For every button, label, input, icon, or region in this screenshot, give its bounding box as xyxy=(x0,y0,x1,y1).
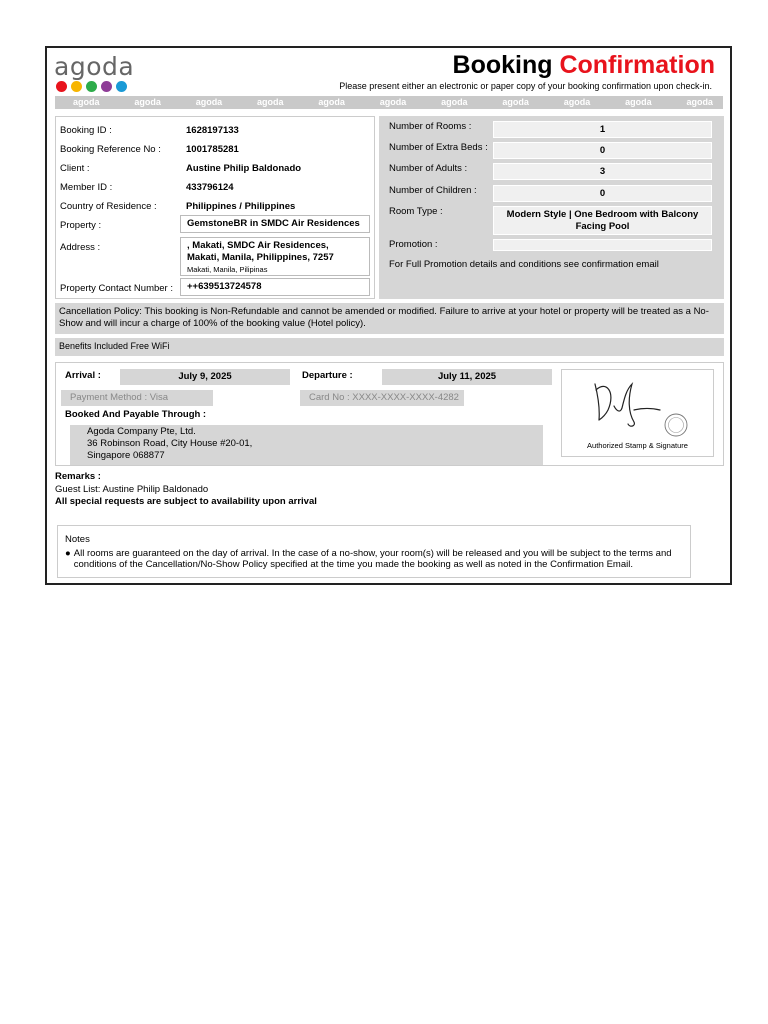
adults-label: Number of Adults : xyxy=(389,163,468,174)
agoda-bar-item: agoda xyxy=(318,97,345,107)
property-value: GemstoneBR in SMDC Air Residences xyxy=(180,215,370,233)
booking-confirmation-document xyxy=(45,46,732,585)
booking-id-label: Booking ID : xyxy=(60,125,112,136)
agoda-bar-item: agoda xyxy=(195,97,223,107)
agoda-bar-item: agoda xyxy=(73,97,100,107)
member-id-label: Member ID : xyxy=(60,182,113,193)
booked-through-label: Booked And Payable Through : xyxy=(65,409,207,420)
company-name: Agoda Company Pte, Ltd. xyxy=(87,426,196,437)
adults-value: 3 xyxy=(493,163,712,180)
address-small: Makati, Manila, Pilipinas xyxy=(187,265,268,274)
notes-title: Notes xyxy=(65,534,90,545)
agoda-bar-item: agoda xyxy=(379,97,407,107)
agoda-logo: agoda xyxy=(54,52,135,81)
departure-label: Departure : xyxy=(302,370,353,381)
arrival-label: Arrival : xyxy=(65,370,101,381)
agoda-bar-item: agoda xyxy=(625,97,652,107)
client-label: Client : xyxy=(60,163,90,174)
notes-box xyxy=(57,525,691,578)
room-type-value: Modern Style | One Bedroom with Balcony Facing Pool xyxy=(493,206,712,235)
page-subtitle: Please present either an electronic or paper copy of your booking confirmation upon check-in. xyxy=(339,81,712,91)
booking-details-panel xyxy=(55,116,375,299)
logo-dot-yellow xyxy=(71,81,82,92)
bullet-icon: ● xyxy=(65,547,71,559)
member-id-value: 433796124 xyxy=(186,182,234,193)
special-requests-note: All special requests are subject to availability upon arrival xyxy=(55,496,317,507)
arrival-value: July 9, 2025 xyxy=(120,369,290,385)
property-label: Property : xyxy=(60,220,102,231)
logo-dot-blue xyxy=(116,81,127,92)
benefits-included: Benefits Included Free WiFi xyxy=(55,338,724,356)
logo-dot-green xyxy=(86,81,97,92)
payment-method: Payment Method : Visa xyxy=(61,390,213,406)
reference-label: Booking Reference No : xyxy=(60,144,161,155)
agoda-bar-item: agoda xyxy=(502,97,529,107)
signature-caption: Authorized Stamp & Signature xyxy=(587,441,688,450)
logo-dot-purple xyxy=(101,81,112,92)
children-value: 0 xyxy=(493,185,712,202)
company-address-line-1: 36 Robinson Road, City House #20-01, xyxy=(87,438,253,449)
agoda-bar-item: agoda xyxy=(563,97,591,107)
agoda-bar-item: agoda xyxy=(134,97,161,107)
promotion-note: For Full Promotion details and conditions see confirmation email xyxy=(389,259,659,270)
agoda-watermark-bar xyxy=(55,96,723,109)
guest-list: Guest List: Austine Philip Baldonado xyxy=(55,483,209,495)
country-label: Country of Residence : xyxy=(60,201,157,212)
signature-image xyxy=(562,370,715,440)
promotion-label: Promotion : xyxy=(389,239,438,250)
contact-value: ++639513724578 xyxy=(180,278,370,296)
children-label: Number of Children : xyxy=(389,185,477,196)
rooms-value: 1 xyxy=(493,121,712,138)
page-title xyxy=(453,51,715,80)
title-main: Booking xyxy=(452,51,560,79)
remarks-label: Remarks : xyxy=(55,471,101,482)
country-value: Philippines / Philippines xyxy=(186,201,296,212)
extra-beds-value: 0 xyxy=(493,142,712,159)
address-line: , Makati, SMDC Air Residences, Makati, Manila, Philippines, 7257 xyxy=(187,240,334,263)
departure-value: July 11, 2025 xyxy=(382,369,552,385)
card-number: Card No : XXXX-XXXX-XXXX-4282 xyxy=(300,390,464,406)
notes-item xyxy=(65,548,683,571)
company-address xyxy=(70,425,543,465)
notes-text: All rooms are guaranteed on the day of arrival. In the case of a no-show, your room(s) will be released and you will be subject to the terms and conditions of the Cancellation/No-Show Policy specified at the time you made the booking as well as noted in the Confirmation Email. xyxy=(73,547,672,570)
booking-id-value: 1628197133 xyxy=(186,125,239,136)
cancellation-policy: Cancellation Policy: This booking is Non-Refundable and cannot be amended or modified. Failure to arrive at your hotel or property will be treated as a No-Show and will incur a charge of 100% of the booking value (Hotel policy). xyxy=(55,303,724,334)
extra-beds-label: Number of Extra Beds : xyxy=(389,142,488,153)
reference-value: 1001785281 xyxy=(186,144,239,155)
room-details-panel xyxy=(379,116,724,299)
agoda-bar-item: agoda xyxy=(441,97,468,107)
client-value: Austine Philip Baldonado xyxy=(186,163,302,174)
remarks-section xyxy=(55,471,317,509)
signature-box xyxy=(561,369,714,457)
address-value xyxy=(180,237,370,276)
agoda-bar-item: agoda xyxy=(257,97,284,107)
company-address-line-2: Singapore 068877 xyxy=(87,450,165,461)
stay-payment-section xyxy=(55,362,724,466)
address-label: Address : xyxy=(60,242,101,253)
room-type-label: Room Type : xyxy=(389,206,443,217)
rooms-label: Number of Rooms : xyxy=(389,121,472,132)
logo-dot-red xyxy=(56,81,67,92)
title-accent: Confirmation xyxy=(559,51,715,79)
promotion-value xyxy=(493,239,712,251)
logo-dots xyxy=(56,81,127,92)
contact-label: Property Contact Number : xyxy=(60,283,173,294)
agoda-bar-item: agoda xyxy=(686,97,713,107)
